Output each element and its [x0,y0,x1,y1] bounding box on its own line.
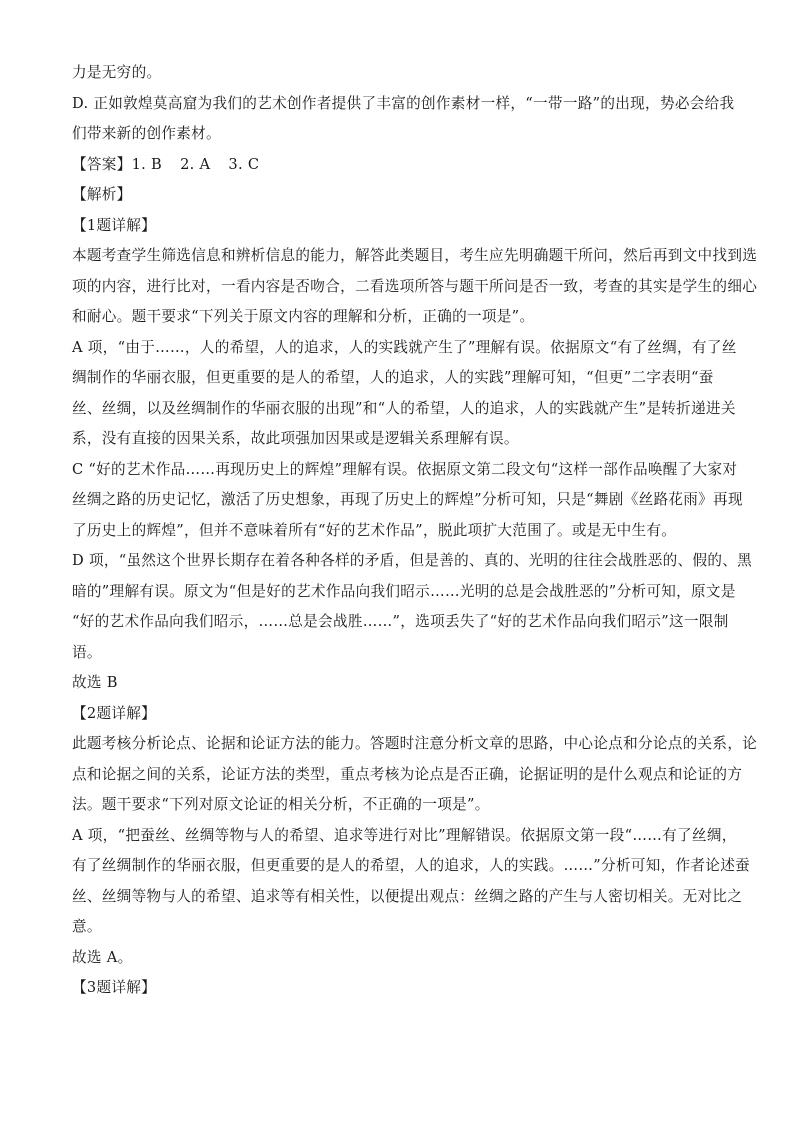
text-line: C “好的艺术作品……再现历史上的辉煌”理解有误。依据原文第二段文句“这样一部作品唤醒了大家对 [72,460,738,478]
text-line: 们带来新的创作素材。 [72,125,221,142]
answer-item: 1. B [131,155,163,173]
q2-heading: 【2题详解】 [72,704,157,722]
text-line: 有了丝绸制作的华丽衣服，但更重要的是人的希望，人的追求，人的实践。……”分析可知，作者论述蚕 [72,857,750,874]
text-line: 暗的”理解有误。原文为“但是好的艺术作品向我们昭示……光明的总是会战胜恶的”分析可知，原文是 [72,582,736,600]
text-line: 力是无穷的。 [72,64,162,81]
text-line: 了历史上的辉煌”，但并不意味着所有“好的艺术作品”，脱此项扩大范围了。或是无中生有。 [72,521,677,539]
text-line: 意。 [72,918,102,935]
text-line: “好的艺术作品向我们昭示，……总是会战胜……”，选项丢失了“好的艺术作品向我们昭示”这一限制 [72,613,729,630]
text-line: 故选 B [72,674,118,691]
text-line: 点和论据之间的关系，论证方法的类型，重点考核为论点是否正确，论据证明的是什么观点和论证的方 [72,765,743,783]
q3-heading: 【3题详解】 [72,979,157,996]
document-page [72,58,758,1004]
answer-line [72,150,722,181]
text-line: 绸制作的华丽衣服，但更重要的是人的希望，人的追求，人的实践”理解可知，“但更”二字表明“蚕 [72,369,714,386]
text-line: A 项，“由于……，人的希望，人的追求，人的实践就产生了”理解有误。依据原文“有了丝绸，有了丝 [72,338,737,356]
text-line: 项的内容，进行比对，一看内容是否吻合，二看选项所答与题干所问是否一致，考查的其实是学生的细心 [72,277,758,295]
text-line: D. 正如敦煌莫高窟为我们的艺术创作者提供了丰富的创作素材一样，“一带一路”的出现，势必会给我 [72,94,735,112]
text-line: A 项，“把蚕丝、丝绸等物与人的希望、追求等进行对比”理解错误。依据原文第一段“……有了丝绸， [72,826,737,844]
text-line: 系，没有直接的因果关系，故此项强加因果或是逻辑关系理解有误。 [72,430,519,447]
text-line: 此题考核分析论点、论据和论证方法的能力。答题时注意分析文章的思路，中心论点和分论点的关系，论 [72,735,758,752]
text-line: 和耐心。题干要求“下列关于原文内容的理解和分析，正确的一项是”。 [72,308,535,325]
text-line: D 项，“虽然这个世界长期存在着各种各样的矛盾，但是善的、真的、光明的往往会战胜恶的、假的、黑 [72,552,753,569]
text-line: 丝、丝绸等物与人的希望、追求等有相关性，以便提出观点：丝绸之路的产生与人密切相关。无对比之 [72,887,743,905]
text-line: 丝、丝绸，以及丝绸制作的华丽衣服的出现”和“人的希望，人的追求，人的实践就产生”是转折递进关 [72,399,736,417]
answer-item: 3. C [228,155,260,173]
answer-item: 2. A [180,155,211,173]
answer-label: 【答案】 [72,155,132,173]
text-line: 本题考查学生筛选信息和辨析信息的能力，解答此类题目，考生应先明确题干所问，然后再到文中找到选 [72,247,758,264]
q1-heading: 【1题详解】 [72,216,157,234]
text-line: 故选 A。 [72,948,133,966]
analysis-label: 【解析】 [72,186,132,203]
text-line: 丝绸之路的历史记忆，激活了历史想象，再现了历史上的辉煌”分析可知，只是“舞剧《丝路花雨》再现 [72,491,743,508]
text-line: 法。题干要求“下列对原文论证的相关分析，不正确的一项是”。 [72,796,490,813]
text-line: 语。 [72,643,102,661]
